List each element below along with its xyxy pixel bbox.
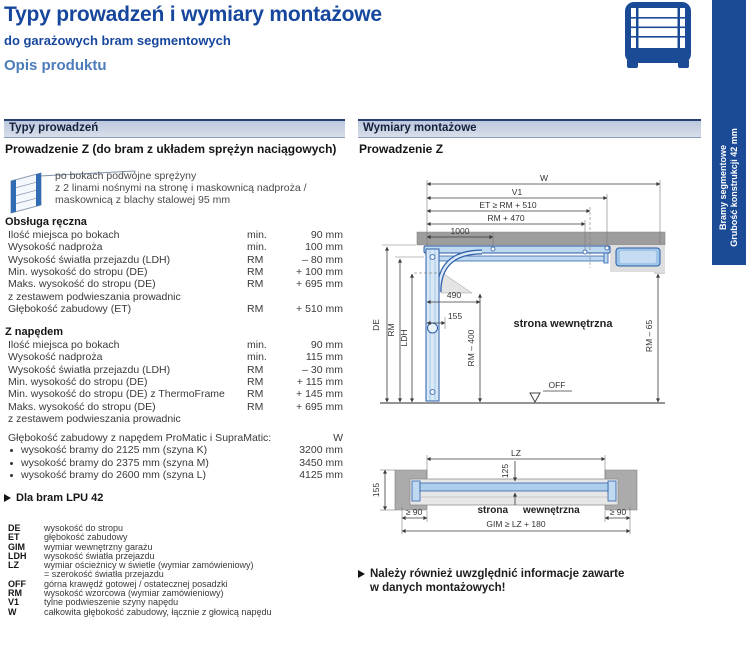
table-row (4, 457, 345, 469)
page-subtitle: do garażowych bram segmentowych (4, 33, 231, 48)
row-value: 90 mm (310, 229, 343, 241)
row-qualifier: RM (247, 363, 264, 376)
row-qualifier: RM (247, 278, 264, 291)
row-qualifier: RM (247, 376, 264, 389)
row-qualifier: min. (247, 229, 267, 241)
row-value: + 100 mm (296, 266, 343, 279)
abbr: RM (8, 588, 22, 599)
table-row (4, 401, 345, 413)
bullet-icon (10, 462, 13, 465)
dim-w-label: W (539, 173, 549, 183)
dim-1000-label: 1000 (450, 226, 470, 236)
row-label: Głębokość zabudowy z napędem ProMatic i SupraMatic: (8, 432, 272, 444)
row-qualifier (247, 413, 283, 425)
table-row (4, 339, 345, 351)
lpu-note-label: Dla bram LPU 42 (16, 492, 104, 504)
row-qualifier: min. (247, 351, 267, 364)
arrow-bullet-icon (4, 494, 11, 502)
dim-ldh-label: LDH (399, 329, 409, 347)
dim-rm65-label: RM – 65 (644, 319, 654, 353)
table-row (4, 229, 345, 241)
dim-rm470-label: RM + 470 (487, 213, 525, 223)
row-value: 90 mm (310, 339, 343, 351)
row-label: Maks. wysokość do stropu (DE) (8, 278, 156, 291)
side-view-diagram (358, 160, 702, 415)
table-row (4, 351, 345, 363)
mounting-data-note (358, 568, 688, 595)
abbr: OFF (8, 578, 26, 589)
definition-text: wymiar ościeżnicy w świetle (wymiar zamówieniowy) (44, 560, 254, 571)
definition-text: wysokość do stropu (44, 523, 124, 533)
definition-row (4, 608, 345, 617)
dim-v1-label: V1 (511, 187, 523, 197)
note-text (370, 568, 624, 595)
abbr: V1 (8, 597, 20, 608)
dim-155-label: 155 (371, 482, 381, 498)
row-label: Wysokość nadproża (8, 241, 103, 254)
row-label: wysokość bramy do 2600 mm (szyna L) (21, 469, 206, 482)
motor-head (616, 248, 660, 266)
row-value: W (333, 432, 343, 444)
row-label: Min. wysokość do stropu (DE) z ThermoFrame (8, 388, 225, 401)
table-row (4, 364, 345, 376)
bullet-icon (10, 474, 13, 477)
mounting-z-subheading: Prowadzenie Z (359, 142, 444, 156)
table-row (4, 278, 345, 290)
row-qualifier: RM (247, 303, 264, 316)
abbr: DE (8, 523, 21, 533)
table-row (4, 376, 345, 388)
definition-text: głębokość zabudowy (44, 532, 128, 543)
description-line: po bokach podwójne sprężyny (55, 170, 197, 182)
table-row (4, 444, 345, 456)
plan-view-diagram (358, 445, 702, 540)
row-qualifier: RM (247, 253, 264, 266)
manual-operation-table (4, 229, 345, 315)
off-floor-marker (530, 380, 572, 402)
description-line: z 2 linami nośnymi na stronę i maskownicą nadproża / (55, 181, 307, 194)
row-label: Głębokość zabudowy (ET) (8, 303, 132, 316)
arrow-bullet-icon (358, 570, 365, 578)
side-tab-text (712, 0, 746, 265)
dim-125-label: 125 (500, 463, 510, 479)
abbr: GIM (8, 541, 25, 552)
row-value: + 695 mm (296, 278, 343, 291)
row-qualifier: min. (247, 241, 267, 254)
section-bar-mounting-dimensions: Wymiary montażowe (358, 119, 701, 138)
row-label: Wysokość światła przejazdu (LDH) (8, 253, 171, 266)
abbr: LDH (8, 550, 27, 561)
table-row (4, 241, 345, 253)
table-row (4, 469, 345, 481)
row-label: z zestawem podwieszania prowadnic (8, 413, 181, 426)
dim-lz-label: LZ (511, 448, 521, 458)
lpu-note (4, 492, 103, 504)
row-qualifier: min. (247, 339, 267, 351)
abbr: LZ (8, 560, 19, 571)
row-value: 3200 mm (299, 444, 343, 457)
row-value: + 695 mm (296, 400, 343, 413)
powered-table (4, 339, 345, 425)
dim-et-label: ET ≥ RM + 510 (479, 200, 537, 210)
manual-operation-heading: Obsługa ręczna (5, 216, 87, 228)
powered-heading: Z napędem (5, 326, 64, 338)
definition-text: wysokość wzorcowa (wymiar zamówieniowy) (44, 588, 224, 599)
dim-490-label: 490 (446, 290, 462, 300)
row-label: Maks. wysokość do stropu (DE) (8, 400, 156, 413)
table-row (4, 432, 345, 444)
side-tab-line2: Grubość konstrukcji 42 mm (729, 128, 739, 247)
row-label: Wysokość światła przejazdu (LDH) (8, 363, 171, 376)
row-value: – 30 mm (302, 363, 343, 376)
table-row (4, 254, 345, 266)
operator-depth-table (4, 432, 345, 481)
row-label: Min. wysokość do stropu (DE) (8, 376, 148, 389)
dim-90-right-label: ≥ 90 (609, 507, 627, 517)
row-value: + 145 mm (296, 388, 343, 401)
dim-de-label: DE (371, 319, 381, 331)
row-value: 4125 mm (299, 469, 343, 482)
abbr: ET (8, 532, 20, 543)
table-row (4, 388, 345, 400)
definition-text: tylne podwieszenie szyny napędu (44, 597, 179, 608)
off-label: OFF (548, 380, 566, 390)
dim-rm-label: RM (386, 323, 396, 337)
table-row (4, 303, 345, 315)
definition-text: wysokość światła przejazdu (44, 550, 155, 561)
garage-door-icon (624, 2, 694, 70)
row-label: wysokość bramy do 2375 mm (szyna M) (21, 456, 209, 469)
row-label: z zestawem podwieszania prowadnic (8, 290, 181, 303)
inside-label-right: wewnętrzna (523, 505, 580, 516)
abbreviation-definitions (4, 524, 345, 617)
row-qualifier: RM (247, 400, 264, 413)
table-row (4, 291, 345, 303)
row-qualifier (247, 291, 283, 303)
description-line: maskownicą z blachy stalowej 95 mm (55, 193, 231, 206)
track-z-description (55, 171, 345, 206)
row-label: wysokość bramy do 2125 mm (szyna K) (21, 444, 208, 457)
table-row (4, 413, 345, 425)
definition-text: wymiar wewnętrzny garażu (44, 541, 153, 552)
definition-text: = szerokość światła przejazdu (44, 569, 164, 580)
door-frame-section (410, 479, 618, 505)
row-label: Ilość miejsca po bokach (8, 229, 120, 241)
definition-text: całkowita głębokość zabudowy, łącznie z głowicą napędu (44, 606, 272, 617)
dim-90-left-label: ≥ 90 (405, 507, 423, 517)
row-value: 100 mm (305, 241, 343, 254)
page-title: Typy prowadzeń i wymiary montażowe (4, 3, 382, 26)
row-label: Min. wysokość do stropu (DE) (8, 266, 148, 279)
row-value: + 510 mm (296, 303, 343, 316)
row-qualifier: RM (247, 266, 264, 279)
note-line1: Należy również uwzględnić informacje zawarte (370, 568, 625, 580)
inside-label: strona wewnętrzna (513, 318, 613, 330)
row-value (283, 291, 345, 303)
inside-label-left: strona (477, 505, 508, 516)
section-label: Opis produktu (4, 57, 107, 74)
note-line2: w danych montażowych! (370, 581, 506, 594)
table-row (4, 266, 345, 278)
side-tab-line1: Bramy segmentowe (718, 144, 728, 231)
dim-gim-label: GIM ≥ LZ + 180 (486, 519, 546, 529)
row-value (283, 413, 345, 425)
row-value: 3450 mm (299, 456, 343, 469)
row-label: Wysokość nadproża (8, 351, 103, 364)
row-value: + 115 mm (296, 376, 343, 389)
row-value: 115 mm (305, 351, 343, 364)
bullet-icon (10, 449, 13, 452)
row-label: Ilość miejsca po bokach (8, 339, 120, 351)
row-value: – 80 mm (302, 253, 343, 266)
door-leaf (426, 249, 439, 401)
dim-155-label: 155 (447, 311, 463, 321)
track-z-subheading: Prowadzenie Z (do bram z układem sprężyn naciągowych) (5, 142, 337, 156)
side-tab (712, 0, 746, 265)
dim-rm400-label: RM – 400 (466, 329, 476, 367)
row-qualifier: RM (247, 388, 264, 401)
abbr: W (8, 606, 17, 617)
section-bar-track-types: Typy prowadzeń (4, 119, 345, 138)
definition-text: górna krawędź gotowej / ostatecznej posadzki (44, 578, 228, 589)
